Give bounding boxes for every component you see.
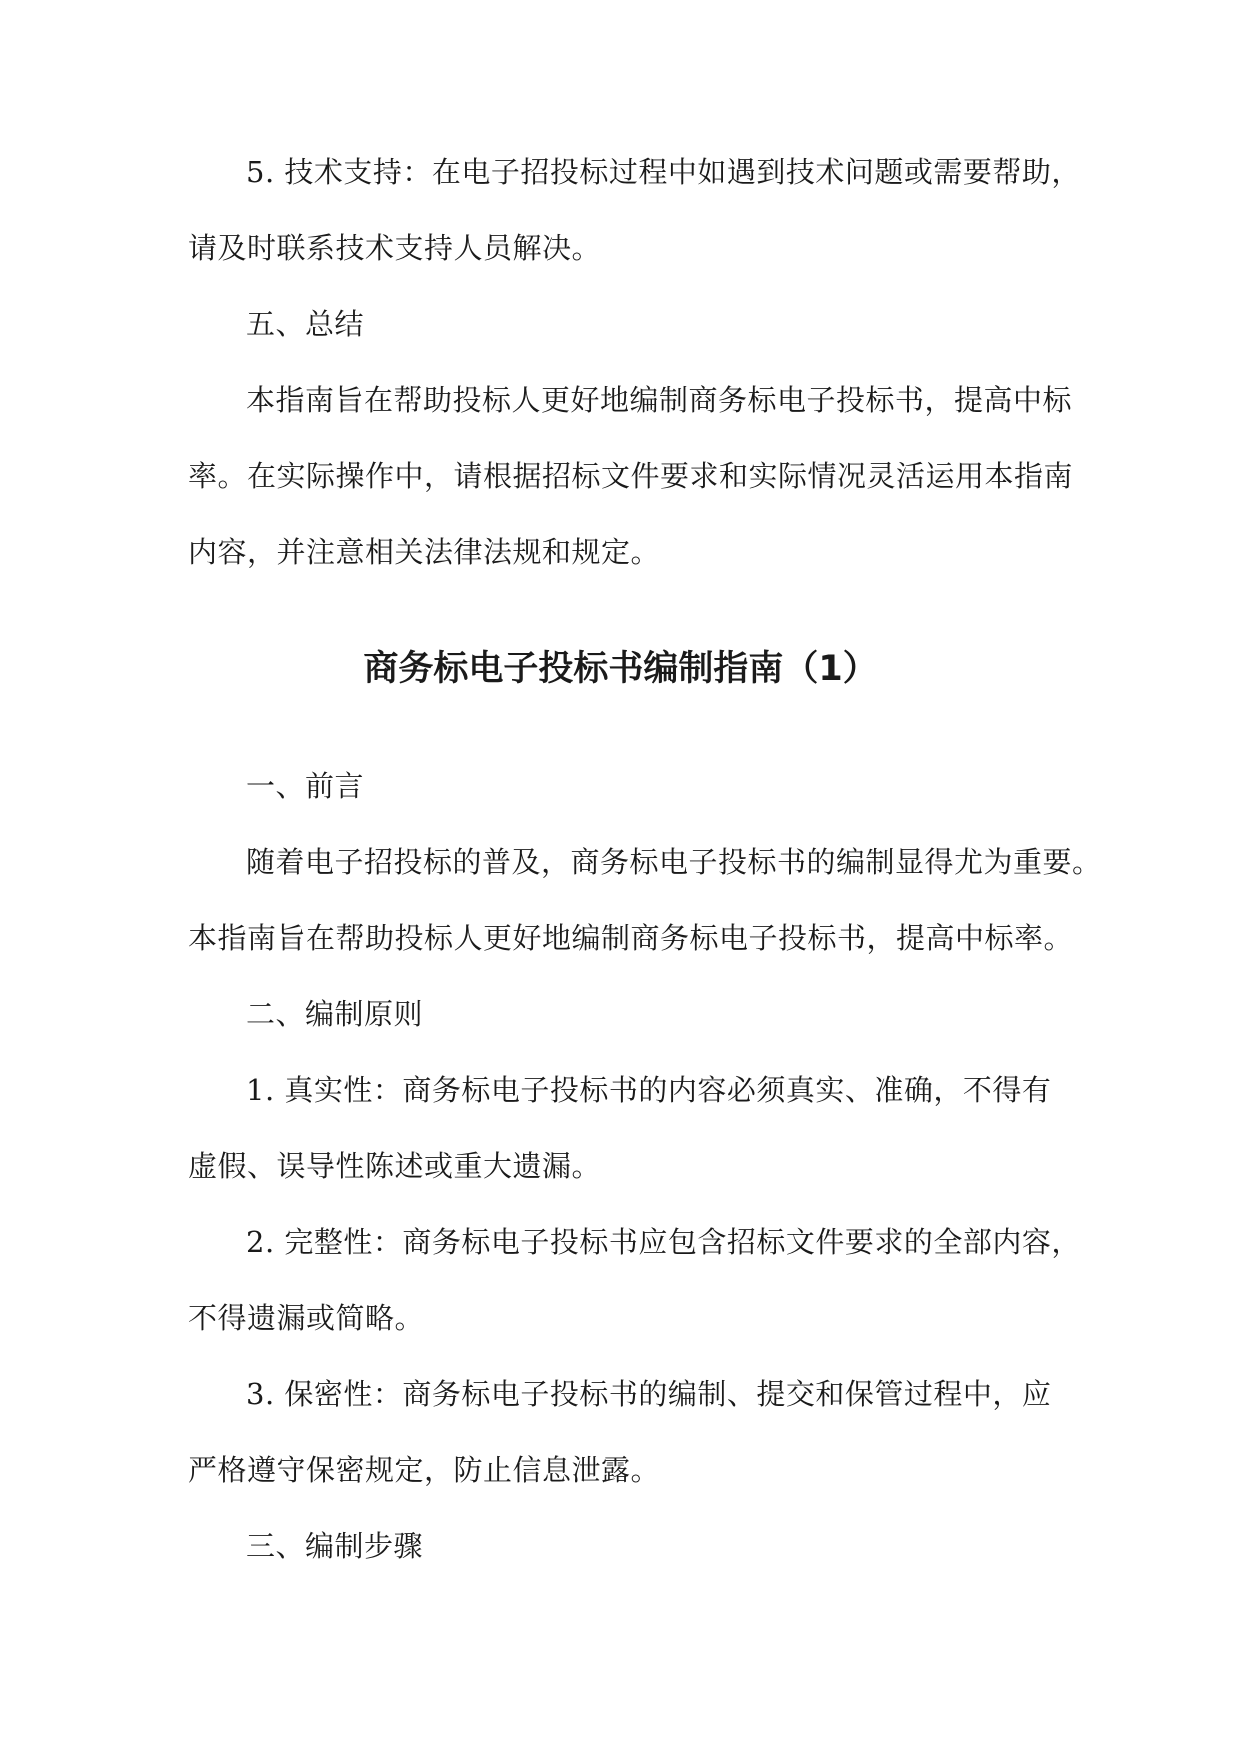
paragraph-preface-line-1: 随着电子招投标的普及，商务标电子投标书的编制显得尤为重要。 (246, 845, 1102, 879)
section-heading-principles: 二、编制原则 (246, 997, 424, 1031)
section-heading-summary: 五、总结 (246, 307, 365, 341)
paragraph-confidentiality-line-1: 3. 保密性：商务标电子投标书的编制、提交和保管过程中，应 (246, 1377, 1052, 1411)
paragraph-summary-line-1: 本指南旨在帮助投标人更好地编制商务标电子投标书，提高中标 (246, 383, 1073, 417)
paragraph-authenticity-line-1: 1. 真实性：商务标电子投标书的内容必须真实、准确，不得有 (246, 1073, 1052, 1107)
paragraph-summary-line-3: 内容，并注意相关法律法规和规定。 (188, 535, 661, 569)
paragraph-tech-support-line-1: 5. 技术支持：在电子招投标过程中如遇到技术问题或需要帮助， (246, 155, 1081, 189)
paragraph-authenticity-line-2: 虚假、误导性陈述或重大遗漏。 (188, 1149, 602, 1183)
paragraph-summary-line-2: 率。在实际操作中，请根据招标文件要求和实际情况灵活运用本指南 (188, 459, 1074, 493)
paragraph-completeness-line-1: 2. 完整性：商务标电子投标书应包含招标文件要求的全部内容， (246, 1225, 1081, 1259)
paragraph-confidentiality-line-2: 严格遵守保密规定，防止信息泄露。 (188, 1453, 661, 1487)
paragraph-tech-support-line-2: 请及时联系技术支持人员解决。 (188, 231, 602, 265)
paragraph-completeness-line-2: 不得遗漏或简略。 (188, 1301, 425, 1335)
section-heading-preface: 一、前言 (246, 769, 365, 803)
section-heading-steps: 三、编制步骤 (246, 1529, 424, 1563)
paragraph-preface-line-2: 本指南旨在帮助投标人更好地编制商务标电子投标书，提高中标率。 (188, 921, 1074, 955)
document-title: 商务标电子投标书编制指南（1） (363, 649, 878, 689)
